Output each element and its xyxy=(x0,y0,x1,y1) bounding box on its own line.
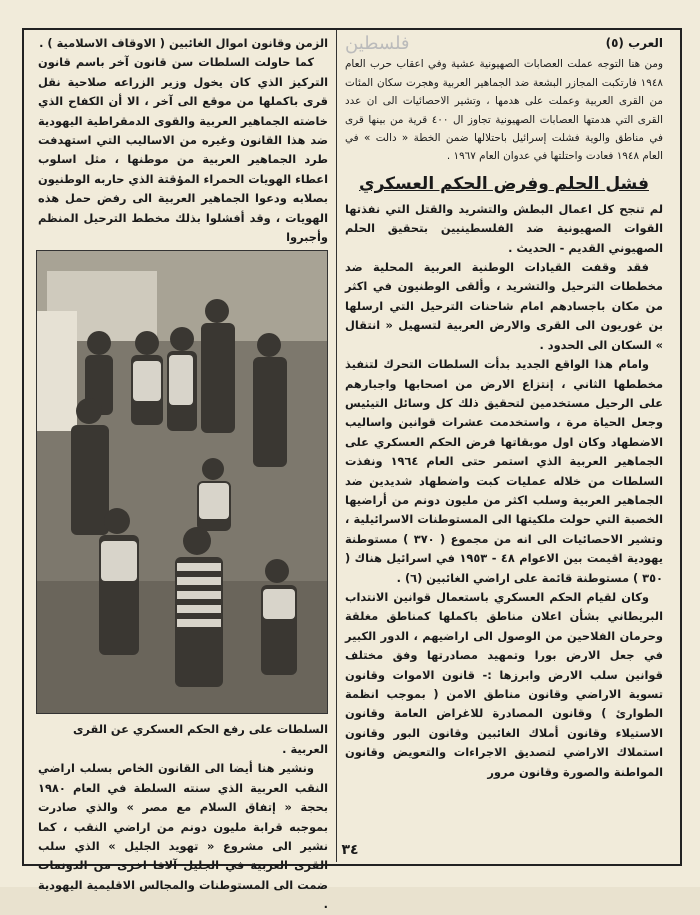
page-number: ٣٤ xyxy=(341,842,359,858)
section-heading: فشل الحلم وفرض الحكم العسكري xyxy=(359,173,649,194)
right-column xyxy=(345,34,663,782)
paragraph-4: وكان لقيام الحكم العسكري باستعمال قوانين الانتداب البريطاني بشأن اعلان مناطق باكملها كمناطق مغلقة وحرمان الفلاحين من الوصول الى اراضيهم ، الدور الكبير في جعل الارض بورا وتمهيد مصادرتها وفق مختلف قوانين سلب الارض وابرزها :- قانون الاموات وقانون تسوية الاراضي وقانون مناطق الامن ( بموجب انظمة الطوارئ ) وقانون المصادرة للاغراض العامة وقانون الاستيلاء وقانون أملاك الغائبين وقانون البور وقانون استملاك الاراضي لتصديق الاجراءات والتعويض وقانون المواطنة والصورة وقانون مرور xyxy=(345,589,663,779)
children-photo xyxy=(36,250,328,714)
paragraph-2: فقد وقفت القيادات الوطنية العربية المحلية ضد مخططات الترحيل والتشريد ، وألقى الوطنيون في اكثر من مكان باجسادهم امام شاحنات الترحيل التي ارسلها بن غوريون الى القرى والارض العربية لتسهيل « انتقال » السكان الى الحدود . xyxy=(345,260,663,352)
issue-number: (٥) xyxy=(605,36,624,50)
left-top-line: الزمن وقانون اموال الغائبين ( الاوقاف الاسلامية ) . xyxy=(39,36,328,50)
page-header xyxy=(345,34,663,53)
left-paragraph-1: كما حاولت السلطات سن قانون آخر باسم قانون التركيز الذي كان يخول وزير الزراعه صلاحية نقل قرى باكملها من موقع الى آخر ، الا أن الكفاح الذي خاضته الجماهير العربية والقوى الدمقراطية اليهودية ضد هذا القانون وغيره من الاساليب التي استهدفت طرد الجماهير العربية من موطنها ، مثل اسلوب اعطاء الهويات الحمراء المؤقتة الذي حاربه الوطنيون بصلابه ودعوا الجماهير العربية الى رفض حمل هذه الهويات ، وقد أفشلوا بذلك مخطط الترحيل المنظم وأجبروا xyxy=(38,55,328,245)
header-magazine-issue xyxy=(606,34,663,53)
paragraph-3: وامام هذا الواقع الجديد بدأت السلطات التحرك لتنفيذ مخططها الثاني ، إنتزاع الارض من اصحابها واجبارهم على الرحيل مستخدمين لتحقيق ذلك كل وسائل التيئيس وجعل الحياة مرة ، واستخدمت عشرات قوانين واساليب الاضطهاد وكان اول موبقاتها فرض الحكم العسكري على الجماهير العربية الذي استمر حتى العام ١٩٦٤ ونفذت السلطات من خلاله عمليات كبت واضطهاد شديدين ضد الجماهير العربية وسلب اكثر من مليون دونم من أراضيها الخصبة التي حولت ملكيتها الى المستوطنات الاسرائيلية ، وتشير الاحصائيات الى انه من مجموع ( ٣٧٠ ) مستوطنة يهودية اقيمت بين الاعوام ٤٨ - ١٩٥٣ في اسرائيل هناك ( ٣٥٠ ) مستوطنة قائمة على اراضي الغائبين (٦) . xyxy=(345,357,663,585)
column-divider xyxy=(336,30,337,862)
magazine-name: العرب xyxy=(628,36,663,50)
photo-caption: السلطات على رفع الحكم العسكري عن القرى العربية . xyxy=(72,722,328,756)
header-decorative-title: فلسطين xyxy=(345,33,410,54)
paragraph-1: لم تنجح كل اعمال البطش والتشريد والقتل التي نفذتها القوات الصهيونية ضد الفلسطينيين بتحقيق الحلم الصهيوني القديم - الحديث . xyxy=(345,201,663,255)
intro-paragraph: ومن هنا التوجه عملت العصابات الصهيونية عشية وفي اعقاب حرب العام ١٩٤٨ فارتكبت المجازر البشعة ضد الجماهير العربية وهجرت سكان المئات من القرى العربية وعملت على هدمها ، وتشير الاحصائيات الى ان عدد القرى التي هدمتها العصابات الصهيونية تجاوز ال ٤٠٠ قرية من بينها قرى في مناطق والوية فشلت إسرائيل باحتلالها ضمن الخطة « دالت » في العام ١٩٤٨ فعادت واحتلتها في عدوان العام ١٩٦٧ . xyxy=(345,58,663,163)
photo-illustration xyxy=(37,251,327,713)
left-paragraph-2: ونشير هنا أيضا الى القانون الخاص بسلب اراضي النقب العربية الذي سنته السلطة في العام ١٩٨٠ بحجة « إتفاق السلام مع مصر » والذي صادرت بموجبه قرابة مليون دونم من اراضي النقب ، كما نشير الى مشروع « تهويد الجليل » الذي سلب القرى العربية في الجليل آلافا اخرى من الدونمات ضمت الى المستوطنات والمجالس الاقليمية اليهودية . xyxy=(38,761,328,912)
left-column xyxy=(38,34,328,915)
